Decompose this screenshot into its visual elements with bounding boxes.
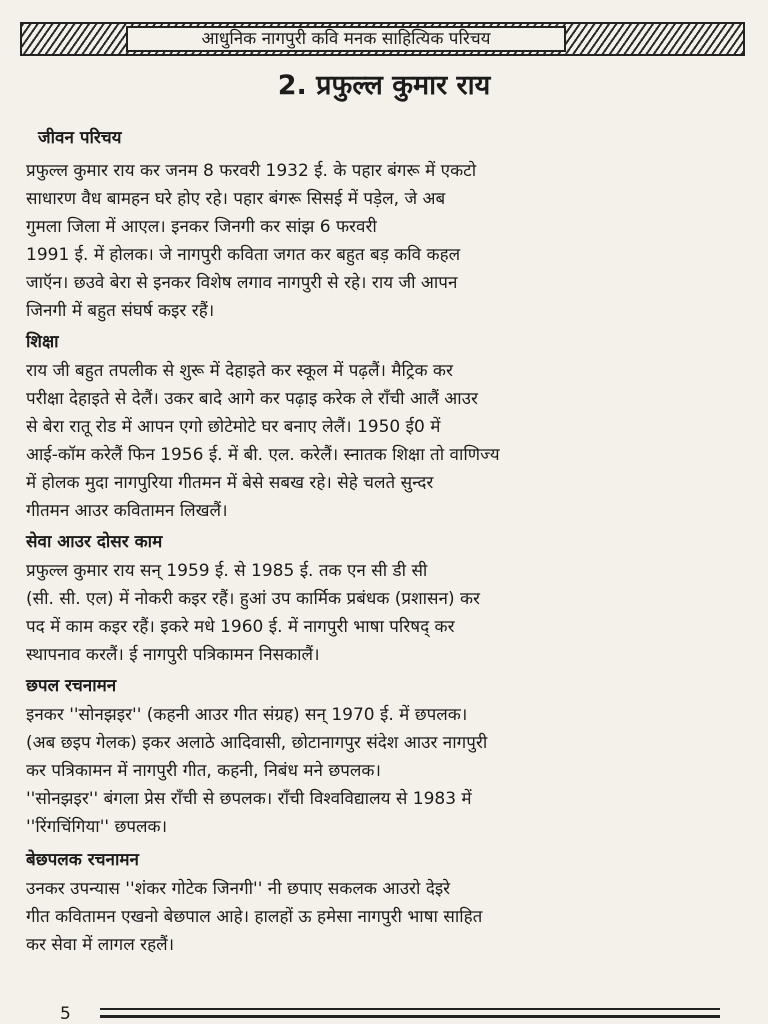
body-line: गीत कवितामन एखनो बेछपाल आहे। हालहों ऊ हमेसा नागपुरी भाषा साहित [26, 907, 483, 927]
body-line: साधारण वैध बामहन घरे होए रहे। पहार बंगरू सिसई में पड़ेल, जे अब [26, 189, 446, 209]
body-line: ''सोनझइर'' बंगला प्रेस राँची से छपलक। राँची विश्वविद्यालय से 1983 में [26, 789, 472, 809]
section-heading: बेछपलक रचनामन [26, 850, 139, 870]
section-heading: सेवा आउर दोसर काम [26, 532, 163, 552]
body-line: ''रिंगचिंगिया'' छपलक। [26, 817, 168, 837]
body-line: परीक्षा देहाइते से देलैं। उकर बादे आगे कर पढ़ाइ करेक ले राँची आलैं आउर [26, 389, 478, 409]
body-line: गीतमन आउर कवितामन लिखलैं। [26, 501, 228, 521]
body-line: 1991 ई. में होलक। जे नागपुरी कविता जगत कर बहुत बड़ कवि कहल [26, 245, 461, 265]
section-heading: छपल रचनामन [26, 676, 117, 696]
section-heading: शिक्षा [26, 332, 59, 352]
running-header-title: आधुनिक नागपुरी कवि मनक साहित्यिक परिचय [126, 26, 566, 52]
body-line: (अब छइप गेलक) इकर अलाठे आदिवासी, छोटानागपुर संदेश आउर नागपुरी [26, 733, 488, 753]
body-line: इनकर ''सोनझइर'' (कहनी आउर गीत संग्रह) सन् 1970 ई. में छपलक। [26, 705, 468, 725]
body-line: में होलक मुदा नागपुरिया गीतमन में बेसे सबख रहे। सेहे चलते सुन्दर [26, 473, 434, 493]
body-line: से बेरा रातू रोड में आपन एगो छोटेमोटे घर बनाए लेलैं। 1950 ई0 में [26, 417, 441, 437]
body-line: (सी. सी. एल) में नोकरी कइर रहैं। हुआं उप कार्मिक प्रबंधक (प्रशासन) कर [26, 589, 481, 609]
chapter-title: 2. प्रफुल्ल कुमार राय [277, 70, 491, 101]
running-header [20, 22, 745, 56]
section-heading: जीवन परिचय [38, 128, 122, 148]
body-line: उनकर उपन्यास ''शंकर गोटेक जिनगी'' नी छपाए सकलक आउरो देइरे [26, 879, 451, 899]
body-line: आई-कॉम करेलैं फिन 1956 ई. में बी. एल. करेलैं। स्नातक शिक्षा तो वाणिज्य [26, 445, 500, 465]
body-line: पद में काम कइर रहैं। इकरे मधे 1960 ई. में नागपुरी भाषा परिषद् कर [26, 617, 455, 637]
body-line: जाऍन। छउवे बेरा से इनकर विशेष लगाव नागपुरी से रहे। राय जी आपन [26, 273, 458, 293]
body-line: स्थापनाव करलैं। ई नागपुरी पत्रिकामन निसकालैं। [26, 645, 320, 665]
body-line: गुमला जिला में आएल। इनकर जिनगी कर सांझ 6 फरवरी [26, 217, 377, 237]
body-line: प्रफुल्ल कुमार राय कर जनम 8 फरवरी 1932 ई. के पहार बंगरू में एकटो [26, 161, 477, 181]
body-line: प्रफुल्ल कुमार राय सन् 1959 ई. से 1985 ई. तक एन सी डी सी [26, 561, 428, 581]
body-line: कर पत्रिकामन में नागपुरी गीत, कहनी, निबंध मने छपलक। [26, 761, 381, 781]
footer-rule [100, 1008, 720, 1018]
body-line: कर सेवा में लागल रहलैं। [26, 935, 175, 955]
body-line: राय जी बहुत तपलीक से शुरू में देहाइते कर स्कूल में पढ़लैं। मैट्रिक कर [26, 361, 453, 381]
body-line: जिनगी में बहुत संघर्ष कइर रहैं। [26, 301, 215, 321]
page-number: 5 [60, 1004, 71, 1024]
